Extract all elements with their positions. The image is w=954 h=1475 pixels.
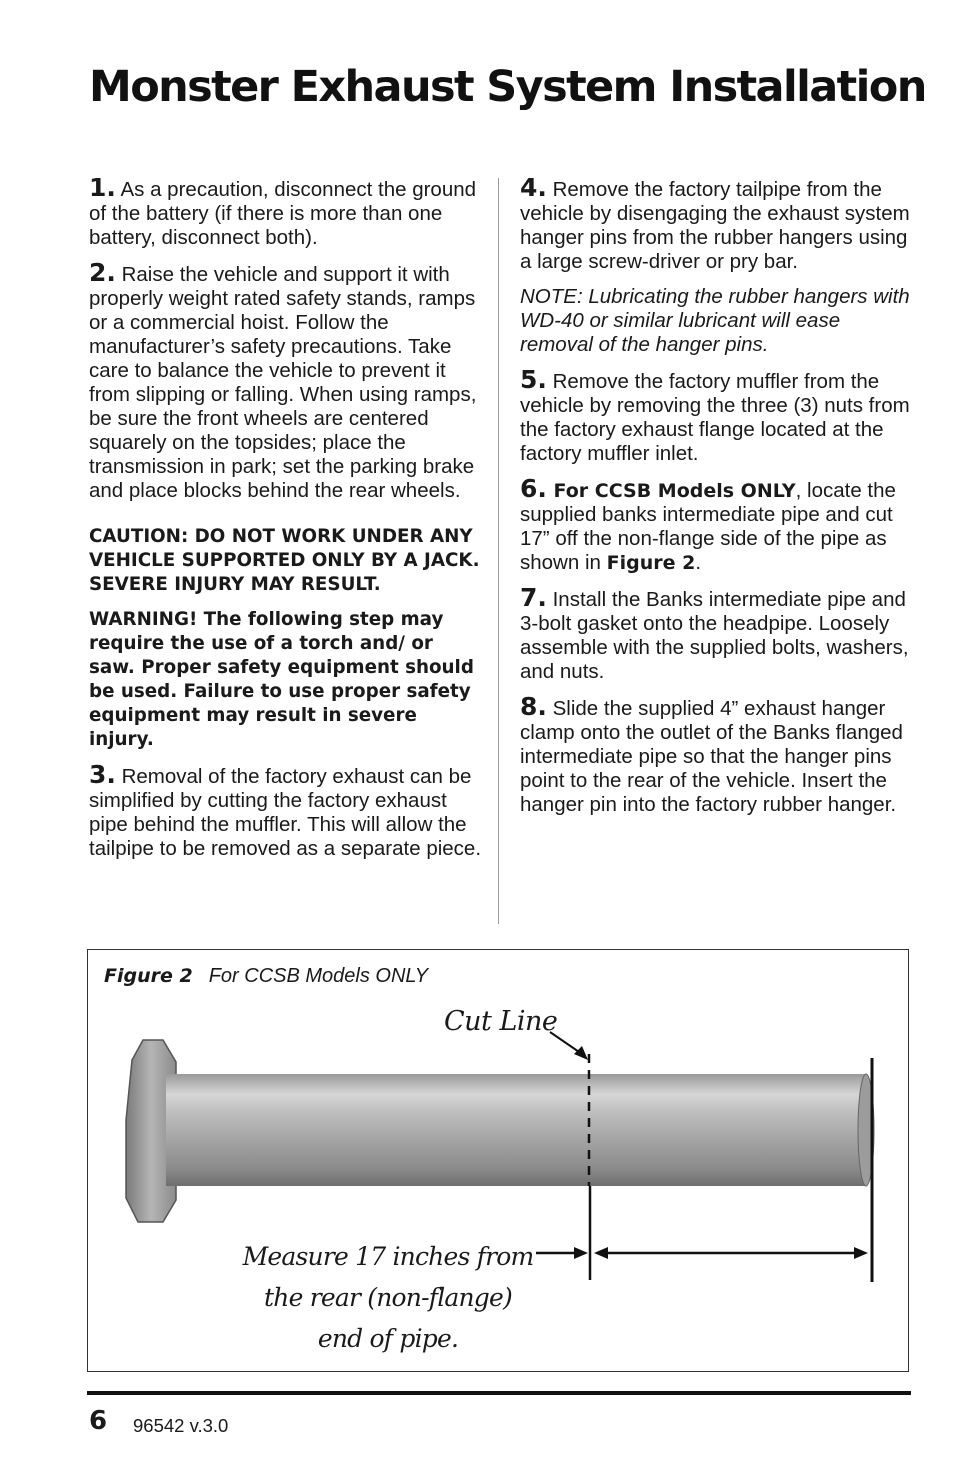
step-text: As a precaution, disconnect the ground of the battery (if there is more than one battery, disconnect both). <box>89 178 477 249</box>
cut-line-arrowhead <box>574 1046 588 1060</box>
step-text: Raise the vehicle and support it with properly weight rated safety stands, ramps or a commercial hoist. Follow the manufacturer’s safety precautions. Take care to balance the vehicle to prevent it from slipping or falling. When using ramps, be sure the front wheels are centered squarely on the topsides; place the transmission in park; set the parking brake and place blocks behind the rear wheels. <box>89 263 477 502</box>
footer-rule <box>87 1391 911 1395</box>
left-column <box>89 173 484 872</box>
step-text: Remove the factory tailpipe from the vehicle by disengaging the exhaust system hanger pins from the rubber hangers using a large screw-driver or pry bar. <box>520 178 910 273</box>
step-1 <box>89 173 484 250</box>
step-number: 6. <box>520 474 547 503</box>
warning-notice: WARNING! The following step may require the use of a torch and/ or saw. Proper safety equipment should be used. Failure to use proper safety equipment may result in severe injury. <box>89 609 474 750</box>
measure-label <box>218 1236 558 1359</box>
step-text: Removal of the factory exhaust can be simplified by cutting the factory exhaust pipe behind the muffler. This will allow the tailpipe to be removed as a separate piece. <box>89 765 482 860</box>
pipe-body <box>166 1074 866 1186</box>
lubrication-note: NOTE: Lubricating the rubber hangers with WD-40 or similar lubricant will ease removal of the hanger pins. <box>520 285 910 356</box>
step-number: 8. <box>520 692 547 721</box>
measure-line-2: the rear (non-flange) <box>264 1283 512 1312</box>
step-text: Slide the supplied 4” exhaust hanger clamp onto the outlet of the Banks flanged intermediate pipe so that the hanger pins point to the rear of the vehicle. Insert the hanger pin into the factory rubber hanger. <box>520 697 903 816</box>
step-number: 4. <box>520 173 547 202</box>
step-emphasis: For CCSB Models ONLY <box>546 480 796 502</box>
caution-notice: CAUTION: DO NOT WORK UNDER ANY VEHICLE SUPPORTED ONLY BY A JACK. SEVERE INJURY MAY RESULT. <box>89 526 480 595</box>
step-text: , locate the supplied banks intermediate pipe and cut 17” off the non-flange side of the pipe as shown in <box>520 479 896 574</box>
step-text: Remove the factory muffler from the vehicle by removing the three (3) nuts from the factory exhaust flange located at the factory muffler inlet. <box>520 370 910 465</box>
step-number: 7. <box>520 583 547 612</box>
step-4 <box>520 173 915 274</box>
figure-caption <box>104 965 428 988</box>
step-number: 3. <box>89 760 116 789</box>
step-number: 5. <box>520 365 547 394</box>
step-text: Install the Banks intermediate pipe and 3-bolt gasket onto the headpipe. Loosely assemble with the supplied bolts, washers, and nuts. <box>520 588 909 683</box>
step-3 <box>89 760 484 861</box>
cut-line-label: Cut Line <box>444 1006 558 1037</box>
step-5 <box>520 365 915 466</box>
step-text-end: . <box>695 551 702 574</box>
column-divider <box>498 178 499 924</box>
step-number: 1. <box>89 173 116 202</box>
measure-line-1: Measure 17 inches from <box>242 1242 534 1271</box>
figure-caption-text: For CCSB Models ONLY <box>208 965 429 987</box>
step-7 <box>520 583 915 684</box>
dimension-arrow-right <box>854 1247 868 1259</box>
page-title: Monster Exhaust System Installation <box>89 62 926 112</box>
step-number: 2. <box>89 258 116 287</box>
step-6 <box>520 474 915 575</box>
page-number: 6 <box>89 1406 108 1436</box>
figure-2 <box>87 949 909 1372</box>
right-column <box>520 173 915 828</box>
step-2 <box>89 258 484 503</box>
measure-line-3: end of pipe. <box>317 1324 459 1353</box>
step-8 <box>520 692 915 817</box>
document-code: 96542 v.3.0 <box>133 1415 229 1436</box>
figure-label: Figure 2 <box>104 965 193 987</box>
figure-reference: Figure 2 <box>606 552 696 574</box>
measure-pointer-head <box>574 1247 588 1259</box>
dimension-arrow-left <box>594 1247 608 1259</box>
